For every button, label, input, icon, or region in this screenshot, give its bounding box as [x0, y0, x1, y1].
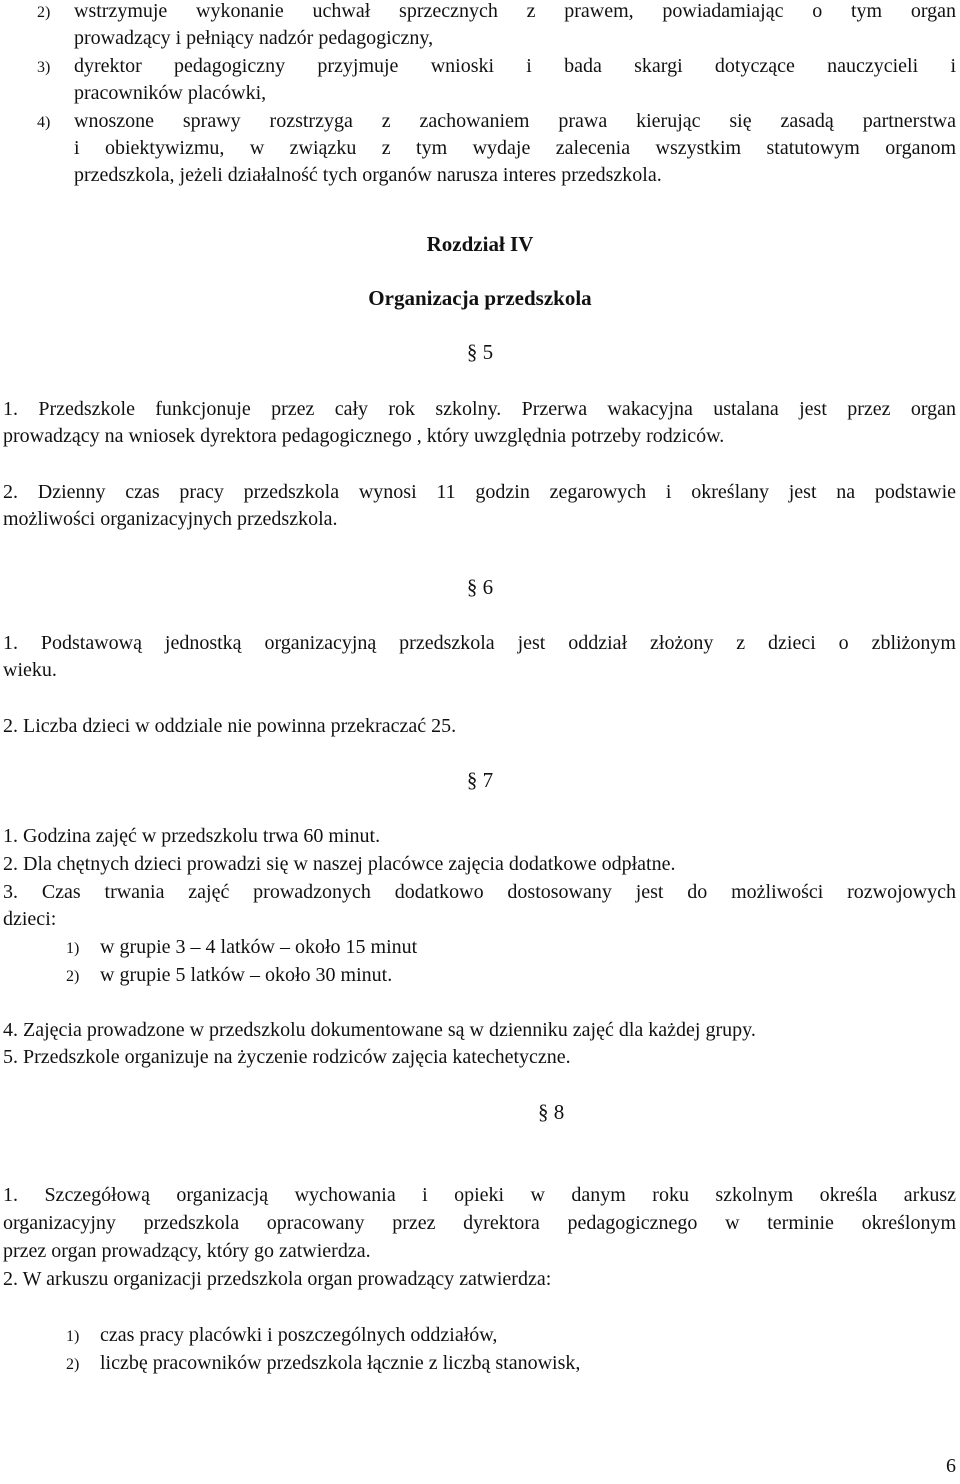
- section-mark-7: § 7: [466, 768, 494, 792]
- list-item: [66, 1322, 103, 1350]
- list-number: 1): [66, 940, 80, 957]
- list-item-text: wstrzymuje wykonanie uchwał sprzecznych z prawem, powiadamiając o tym organ: [74, 0, 956, 22]
- text-line: organizacyjny przedszkola opracowany przez dyrektora pedagogicznego w terminie określonym: [3, 1212, 956, 1234]
- list-number: 2): [37, 4, 51, 21]
- list-item: [37, 108, 74, 136]
- paragraph-cont: [3, 506, 956, 533]
- list-item-text: [100, 934, 920, 961]
- paragraph: [3, 1266, 956, 1293]
- paragraph: [3, 479, 956, 506]
- paragraph: [3, 713, 956, 740]
- text-line: w grupie 3 – 4 latków – około 15 minut: [100, 936, 418, 958]
- list-item-text: dyrektor pedagogiczny przyjmuje wnioski i bada skargi dotyczące nauczycieli i: [74, 55, 956, 77]
- list-item-text: wnoszone sprawy rozstrzyga z zachowaniem prawa kierując się zasadą partnerstwa: [74, 110, 956, 132]
- text-line: dzieci:: [3, 908, 57, 930]
- list-number: 1): [66, 1328, 80, 1345]
- text-line: 1. Godzina zajęć w przedszkolu trwa 60 minut.: [3, 825, 381, 847]
- text-line: 1. Podstawową jednostką organizacyjną przedszkola jest oddział złożony z dzieci o zbliżonym: [3, 632, 956, 654]
- text-line: 2. Dzienny czas pracy przedszkola wynosi 11 godzin zegarowych i określany jest na podstawie: [3, 481, 956, 503]
- paragraph-cont: [3, 1210, 956, 1237]
- text-line: 4. Zajęcia prowadzone w przedszkolu dokumentowane są w dzienniku zajęć dla każdej grupy.: [3, 1019, 756, 1041]
- text-line: 1. Przedszkole funkcjonuje przez cały rok szkolny. Przerwa wakacyjna ustalana jest przez organ: [3, 398, 956, 420]
- paragraph: [3, 823, 956, 850]
- paragraph: [3, 879, 956, 906]
- text-line: 2. Dla chętnych dzieci prowadzi się w naszej placówce zajęcia dodatkowe odpłatne.: [3, 853, 676, 875]
- list-item-text-cont: [74, 135, 956, 162]
- list-item-text-cont: [74, 25, 956, 52]
- paragraph: [3, 1044, 956, 1071]
- paragraph: [3, 851, 956, 878]
- paragraph: [3, 396, 956, 423]
- list-item-text-cont: [74, 80, 956, 107]
- text-line: prowadzący i pełniący nadzór pedagogiczny,: [74, 27, 434, 49]
- text-line: pracowników placówki,: [74, 82, 267, 104]
- paragraph: [3, 1017, 956, 1044]
- list-number: 2): [66, 968, 80, 985]
- chapter-subtitle: Organizacja przedszkola: [368, 286, 592, 310]
- list-item-text: [100, 962, 920, 989]
- paragraph-cont: [3, 906, 956, 933]
- page-number: 6: [946, 1455, 956, 1477]
- list-number: 3): [37, 59, 51, 76]
- list-item: [66, 934, 103, 962]
- text-line: przez organ prowadzący, który go zatwierdza.: [3, 1240, 371, 1262]
- list-item-text-cont: [74, 162, 956, 189]
- section-mark-8: § 8: [538, 1100, 565, 1124]
- text-line: wieku.: [3, 659, 57, 681]
- text-line: liczbę pracowników przedszkola łącznie z liczbą stanowisk,: [100, 1352, 581, 1374]
- list-number: 4): [37, 114, 51, 131]
- text-line: 1. Szczegółową organizacją wychowania i opieki w danym roku szkolnym określa arkusz: [3, 1184, 956, 1206]
- paragraph-cont: [3, 1238, 956, 1265]
- paragraph: [3, 1182, 956, 1209]
- section-mark-5: § 5: [466, 340, 494, 364]
- list-item-text: [100, 1350, 920, 1377]
- text-line: czas pracy placówki i poszczególnych oddziałów,: [100, 1324, 498, 1346]
- paragraph-cont: [3, 657, 956, 684]
- text-line: 5. Przedszkole organizuje na życzenie rodziców zajęcia katechetyczne.: [3, 1046, 571, 1068]
- list-item: [37, 53, 74, 81]
- text-line: 2. Liczba dzieci w oddziale nie powinna przekraczać 25.: [3, 715, 457, 737]
- paragraph: [3, 630, 956, 657]
- section-mark-6: § 6: [466, 575, 494, 599]
- list-item: [66, 1350, 103, 1378]
- text-line: prowadzący na wniosek dyrektora pedagogicznego , który uwzględnia potrzeby rodziców.: [3, 425, 725, 447]
- paragraph-cont: [3, 423, 956, 450]
- text-line: w grupie 5 latków – około 30 minut.: [100, 964, 393, 986]
- text-line: 3. Czas trwania zajęć prowadzonych dodatkowo dostosowany jest do możliwości rozwojowych: [3, 881, 956, 903]
- list-number: 2): [66, 1356, 80, 1373]
- text-line: 2. W arkuszu organizacji przedszkola organ prowadzący zatwierdza:: [3, 1268, 552, 1290]
- chapter-title: Rozdział IV: [426, 232, 534, 256]
- text-line: przedszkola, jeżeli działalność tych organów narusza interes przedszkola.: [74, 164, 662, 186]
- list-item-text: [100, 1322, 920, 1349]
- text-line: możliwości organizacyjnych przedszkola.: [3, 508, 338, 530]
- text-line: i obiektywizmu, w związku z tym wydaje zalecenia wszystkim statutowym organom: [74, 137, 956, 159]
- list-item: [66, 962, 103, 990]
